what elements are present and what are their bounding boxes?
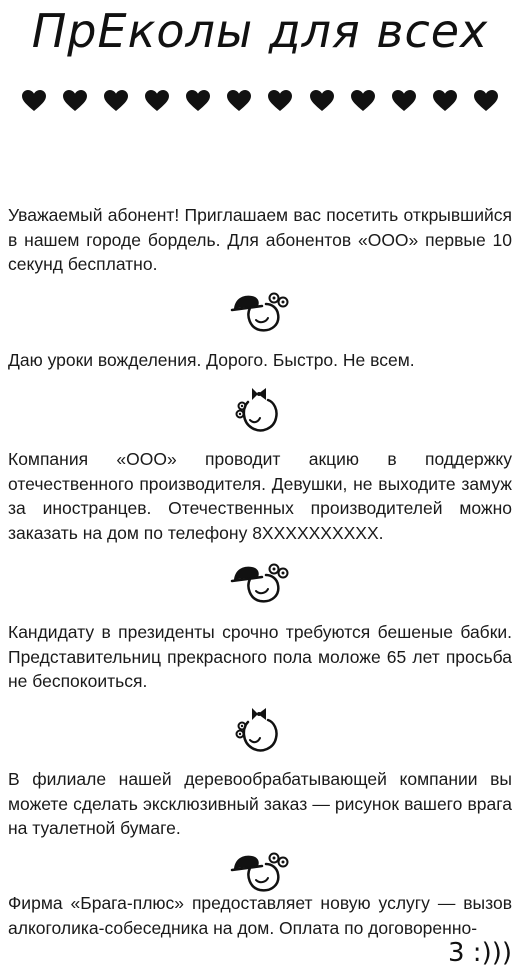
heart-icon	[433, 90, 457, 112]
heart-icon	[186, 90, 210, 112]
heart-icon	[392, 90, 416, 112]
heart-icon	[474, 90, 498, 112]
ad-text-5: В филиале нашей деревообрабатывающей компании вы можете сделать эксклюзивный заказ — рисунок вашего врага на туалетной бумаге.	[8, 769, 512, 838]
page-number: 3 :)))	[448, 938, 512, 968]
ad-text-1: Уважаемый абонент! Приглашаем вас посетить открывшийся в нашем городе бордель. Для абонентов «ООО» первые 10 секунд бесплатно.	[8, 205, 512, 274]
heart-icon	[63, 90, 87, 112]
smiley-bow-icon	[228, 708, 292, 752]
page-title: ПрЕколы для всех	[31, 4, 489, 58]
heart-icon	[351, 90, 375, 112]
hearts-row	[22, 90, 498, 112]
ad-text-2: Даю уроки вожделения. Дорого. Быстро. Не всем.	[8, 350, 415, 370]
heart-icon	[22, 90, 46, 112]
heart-icon	[104, 90, 128, 112]
smiley-cap-icon	[228, 290, 292, 334]
heart-icon	[227, 90, 251, 112]
smiley-cap-icon	[228, 850, 292, 894]
heart-icon	[310, 90, 334, 112]
ad-text-4: Кандидату в президенты срочно требуются бешеные бабки. Представительниц прекрасного пола моложе 65 лет просьба не беспокоиться.	[8, 622, 512, 691]
smiley-cap-icon	[228, 561, 292, 605]
smiley-bow-icon	[228, 388, 292, 432]
heart-icon	[145, 90, 169, 112]
ad-text-3: Компания «ООО» проводит акцию в поддержку отечественного производителя. Девушки, не выходите замуж за иностранцев. Отечественных производителей можно заказать на дом по телефону 8XXXXXXXXXX.	[8, 449, 512, 543]
heart-icon	[268, 90, 292, 112]
ad-text-6: Фирма «Брага-плюс» предоставляет новую услугу — вызов алкоголика-собеседника на дом. Оплата по договоренно-	[8, 893, 512, 938]
